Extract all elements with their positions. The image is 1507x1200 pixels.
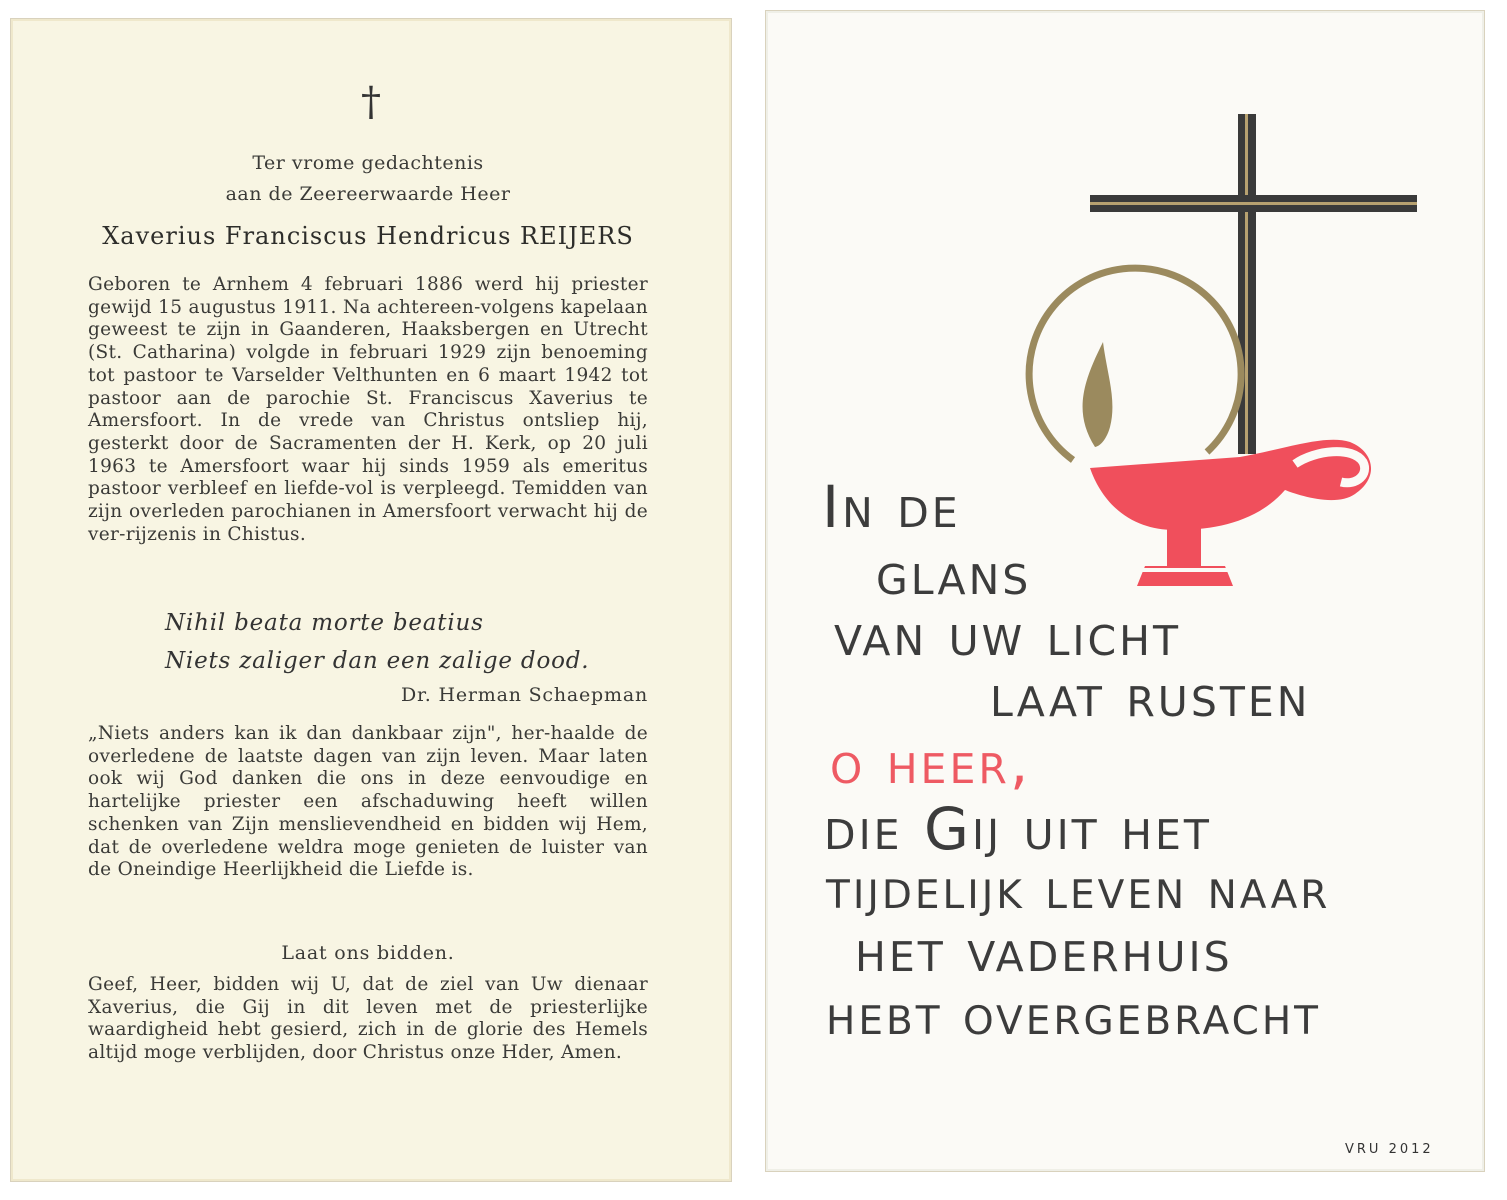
- quote-attribution: Dr. Herman Schaepman: [400, 684, 648, 706]
- verse-line-1: In de: [822, 473, 961, 541]
- verse-line-6: die Gij uit het: [824, 795, 1212, 863]
- prayer-heading: Laat ons bidden.: [281, 942, 455, 964]
- verse-line-9: hebt overgebracht: [826, 983, 1321, 1047]
- verse-line-5-accent: o heer,: [830, 729, 1032, 797]
- prayer-paragraph: Geef, Heer, bidden wij U, dat de ziel van Uw dienaar Xaverius, die Gij in dit leven met de priesterlijke waardigheid hebt gesierd, zich in de glorie des Hemels altijd moge verblijden, door Christus onze Hder, Amen.: [88, 974, 648, 1064]
- verse-line-2: glans: [876, 540, 1032, 608]
- intro-line-1: Ter vrome gedachtenis: [252, 152, 484, 174]
- quote-latin: Nihil beata morte beatius: [165, 610, 484, 636]
- verse-line-3: van uw licht: [834, 601, 1182, 669]
- flame-icon: [1083, 342, 1113, 447]
- biography-paragraph: Geboren te Arnhem 4 februari 1886 werd hij priester gewijd 15 augustus 1911. Na achtereen-volgens kapelaan geweest te zijn in Gaanderen, Haaksbergen en Utrecht (St. Catharina) volgde in februari 1929 zijn benoeming tot pastoor te Varselder Velthunten en 6 maart 1942 tot pastoor aan de parochie St. Franciscus Xaverius te Amersfoort. In de vrede van Christus ontsliep hij, gesterkt door de Sacramenten der H. Kerk, op 20 juli 1963 te Amersfoort waar hij sinds 1959 als emeritus pastoor verbleef en liefde-vol is verpleegd. Temidden van zijn overleden parochianen in Amersfoort verwacht hij de ver-rijzenis in Chistus.: [88, 274, 648, 545]
- quote-dutch: Niets zaliger dan een zalige dood.: [165, 648, 590, 674]
- verse-line-8: het vaderhuis: [855, 917, 1233, 985]
- deceased-name: Xaverius Franciscus Hendricus REIJERS: [102, 222, 634, 250]
- gratitude-paragraph: „Niets anders kan ik dan dankbaar zijn", her-haalde de overledene de laatste dagen van zijn leven. Maar laten ook wij God danken die ons in deze eenvoudige en hartelijke priester een afschaduwing heeft willen schenken van Zijn menslievendheid en bidden wij Hem, dat de overledene weldra moge genieten de luister van de Oneindige Heerlijkheid die Liefde is.: [88, 723, 648, 881]
- printer-code: VRU 2012: [1345, 1142, 1434, 1157]
- verse-line-7: tijdelijk leven naar: [826, 857, 1331, 921]
- cross-icon: †: [361, 79, 381, 125]
- intro-line-2: aan de Zeereerwaarde Heer: [225, 183, 511, 205]
- verse-line-4: laat rusten: [990, 662, 1311, 730]
- cross-icon: [1090, 114, 1417, 454]
- halo-ring-icon: [1029, 268, 1241, 460]
